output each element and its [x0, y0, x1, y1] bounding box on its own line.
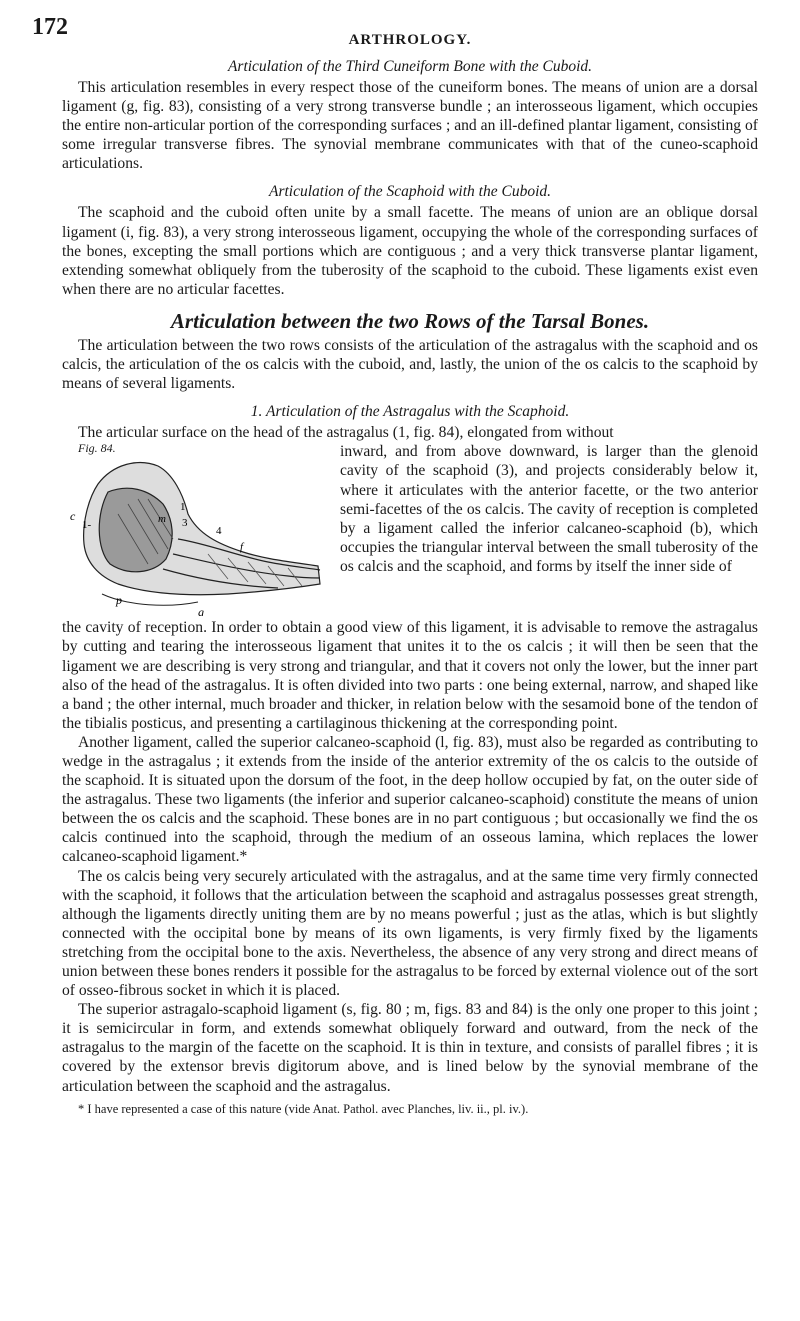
- paragraph: This articulation resembles in every respect those of the cuneiform bones. The means of union are a dorsal ligament (g, fig. 83), consisting of a very strong transverse bundle ; an interosseous ligament, which occupies the entire non-articular portion of the corresponding surfaces ; and an ill-defined plantar ligament, consisting of some irregular transverse fibres. The synovial membrane communicates with that of the cuneo-scaphoid articulations.: [62, 79, 758, 173]
- running-head: ARTHROLOGY.: [348, 32, 472, 48]
- figure-letter-p: p: [116, 593, 122, 608]
- paragraph: The superior astragalo-scaphoid ligament (s, fig. 80 ; m, figs. 83 and 84) is the only one proper to this joint ; it is semicircular in form, and extends somewhat obliquely forward and outward, from the neck of the astragalus to the margin of the facette on the scaphoid. It is thin in texture, and consists of parallel fibres ; it is covered by the extensor brevis digitorum above, and is lined below by the synovial membrane of the articulation between the scaphoid and the astragalus.: [62, 1001, 758, 1095]
- foot-ligament-illustration: [68, 444, 330, 616]
- section-heading: Articulation of the Scaphoid with the Cuboid.: [269, 183, 551, 201]
- paragraph-lead: The articular surface on the head of the astragalus (1, fig. 84), elongated from without: [78, 424, 614, 442]
- figure-letter-1-left: 1-: [82, 519, 92, 532]
- paragraph: The os calcis being very securely articulated with the astragalus, and at the same time very firmly connected with the scaphoid, it follows that the articulation between the scaphoid and astragalus possesses great strength, although the ligaments directly uniting them are by no means powerful ; just as the atlas, which is but slightly connected with the occipital bone by means of its own ligaments, is very firmly fixed by the ligaments stretching from the occipital bone to the axis. Nevertheless, the absence of any very strong and direct means of union between these bones renders it possible for the astragalus to be forced by external violence out of the sort of osseo-fibrous socket in which it is placed.: [62, 867, 758, 1000]
- figure-letter-1: 1: [180, 501, 186, 514]
- figure-letter-c: c: [70, 509, 76, 524]
- section-title: Articulation between the two Rows of the Tarsal Bones.: [170, 308, 650, 333]
- figure-letter-3: 3: [182, 517, 188, 530]
- figure-84: [68, 441, 330, 617]
- footnote: * I have represented a case of this nature (vide Anat. Pathol. avec Planches, liv. ii., pl. iv.).: [78, 1101, 529, 1116]
- paragraph-wrapped: inward, and from above downward, is larger than the glenoid cavity of the scaphoid (3), and projects considerably below it, where it articulates with the anterior facette, or the two anterior semi-facettes of the os calcis. The cavity of reception is completed by a ligament called the inferior calcaneo-scaphoid (b), which occupies the triangular interval between the small tuberosity of the os calcis and the scaphoid, and forms by itself the inner side of: [340, 443, 758, 575]
- page-header: [32, 10, 758, 48]
- paragraph: the cavity of reception. In order to obtain a good view of this ligament, it is advisable to remove the astragalus by cutting and tearing the interosseous ligament that unites it to the os calcis ; it will then be seen that the ligament we are describing is very strong and triangular, and that it covers not only the lower, but the inner part also of the head of the astragalus. It is often divided into two parts : one being external, narrow, and shaped like a band ; the other internal, much broader and thicker, in relation below with the sesamoid bone of the tendon of the tibialis posticus, and presenting a cartilaginous thickening at the corresponding point.: [62, 619, 758, 732]
- figure-letter-4: 4: [216, 525, 222, 538]
- page: [32, 10, 758, 1117]
- figure-letter-f: f: [240, 541, 244, 554]
- figure-letter-g: g: [198, 605, 204, 617]
- paragraph: Another ligament, called the superior calcaneo-scaphoid (l, fig. 83), must also be regarded as contributing to wedge in the astragalus ; it extends from the inside of the anterior extremity of the os calcis to the outside of the scaphoid. It is situated upon the dorsum of the foot, in the deep hollow occupied by fat, on the outer side of the astragalus. These two ligaments (the inferior and superior calcaneo-scaphoid) constitute the means of union between the os calcis and the scaphoid. These bones are in no part contiguous ; but occasionally we find the os calcis continued into the scaphoid, through the medium of an osseous lamina, which replaces the lower calcaneo-scaphoid ligament.*: [62, 733, 758, 866]
- figure-letter-m: m: [158, 513, 166, 526]
- paragraph: The articulation between the two rows consists of the articulation of the astragalus with the scaphoid and os calcis, the articulation of the os calcis with the cuboid, and, lastly, the union of the os calcis to the scaphoid by means of several ligaments.: [62, 336, 758, 393]
- figure-caption: Fig. 84.: [78, 441, 116, 456]
- section-heading: Articulation of the Third Cuneiform Bone with the Cuboid.: [227, 58, 593, 75]
- page-number: 172: [32, 14, 68, 40]
- section-heading: 1. Articulation of the Astragalus with the Scaphoid.: [250, 403, 570, 421]
- paragraph: The scaphoid and the cuboid often unite by a small facette. The means of union are an oblique dorsal ligament (i, fig. 83), a very strong interosseous ligament, occupying the whole of the corresponding surfaces of the bones, excepting the small portions which are contiguous ; and a very thick transverse plantar ligament, extending somewhat obliquely from the tuberosity of the scaphoid to the cuboid. These ligaments exist even when there are no articular facettes.: [62, 204, 758, 298]
